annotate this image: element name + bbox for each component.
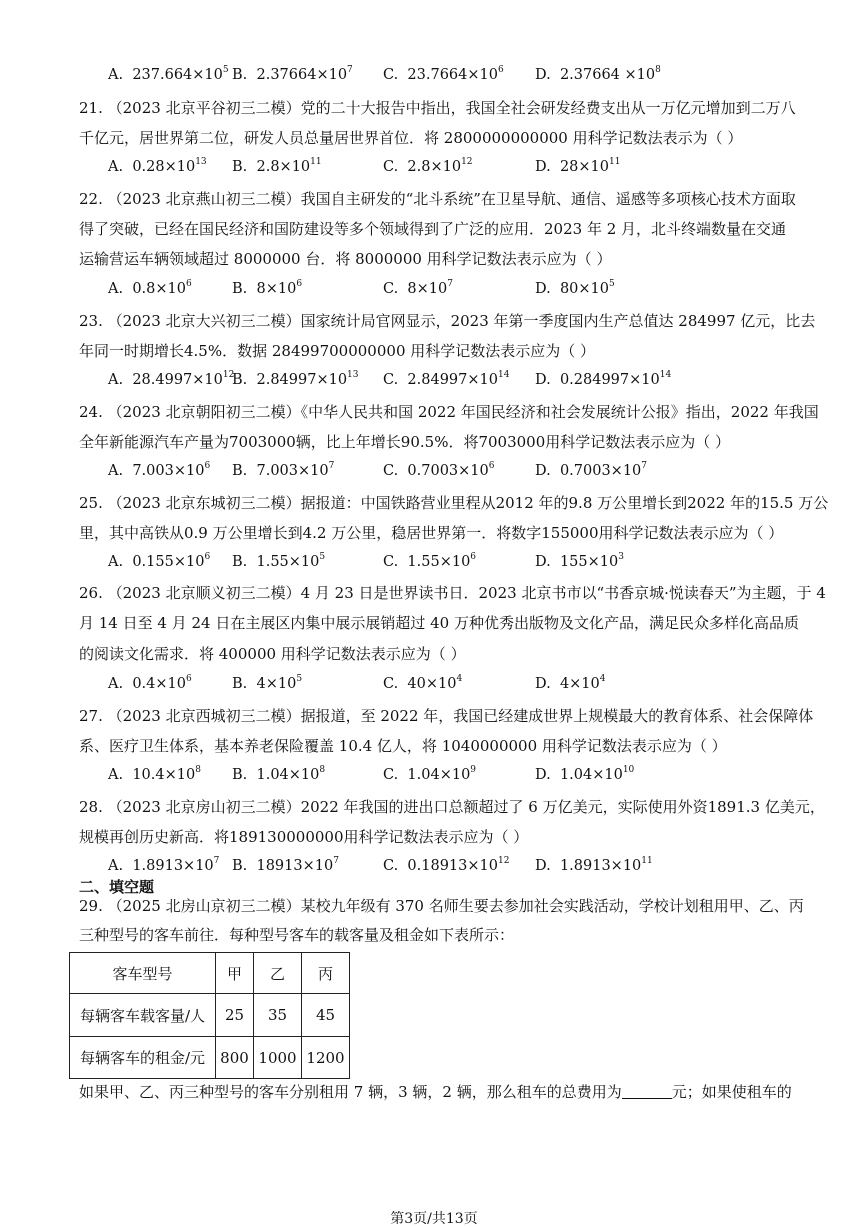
- table-row: [70, 994, 350, 1037]
- table-cell: 每辆客车载客量/人: [70, 994, 216, 1037]
- q29-text-line-2: 三种型号的客车前往．每种型号客车的载客量及租金如下表所示：: [79, 926, 515, 944]
- answer-blank[interactable]: [622, 1084, 672, 1099]
- q21-option-b[interactable]: B. $2.8\times 10^{11}$: [232, 157, 322, 175]
- q22-option-b[interactable]: B. $8\times 10^6$: [232, 279, 303, 297]
- q27-options: [0, 767, 868, 787]
- q22-text-line-1: 22. （2023 北京燕山初三二模）我国自主研发的“北斗系统”在卫星导航、通信、遥感等多项核心技术方面取: [79, 190, 796, 208]
- table-row: [70, 1037, 350, 1079]
- q28-option-a[interactable]: A. $1.8913\times 10^7$: [108, 856, 220, 874]
- q22-option-d[interactable]: D. $80\times 10^5$: [535, 279, 615, 297]
- q27-text-line-1: 27. （2023 北京西城初三二模）据报道，至 2022 年，我国已经建成世界上规模最大的教育体系、社会保障体: [79, 707, 814, 725]
- q27-option-d[interactable]: D. $1.04\times 10^{10}$: [535, 765, 635, 783]
- q23-text-line-1: 23. （2023 北京大兴初三二模）国家统计局官网显示，2023 年第一季度国内生产总值达 284997 亿元，比去: [79, 312, 816, 330]
- table-cell: 35: [254, 994, 302, 1037]
- q26-options: [0, 676, 868, 696]
- q22-option-c[interactable]: C. $8\times 10^7$: [383, 279, 453, 297]
- q28-options: [0, 858, 868, 878]
- q24-text-line-1: 24. （2023 北京朝阳初三二模）《中华人民共和国 2022 年国民经济和社会发展统计公报》指出，2022 年我国: [79, 403, 819, 421]
- table-header-cell: 客车型号: [70, 953, 216, 994]
- table-cell: 800: [216, 1037, 254, 1079]
- bus-fee-table: [69, 952, 350, 1079]
- q28-option-b[interactable]: B. $18913\times 10^7$: [232, 856, 339, 874]
- q20-option-a[interactable]: A. $237.664\times 10^5$: [108, 65, 229, 83]
- table-header-cell: 甲: [216, 953, 254, 994]
- table-cell: 25: [216, 994, 254, 1037]
- q22-text-line-2: 得了突破，已经在国民经济和国防建设等多个领域得到了广泛的应用．2023 年 2 月，北斗终端数量在交通: [79, 220, 787, 238]
- q21-option-c[interactable]: C. $2.8\times 10^{12}$: [383, 157, 473, 175]
- q27-option-c[interactable]: C. $1.04\times 10^9$: [383, 765, 477, 783]
- q21-option-d[interactable]: D. $28\times 10^{11}$: [535, 157, 621, 175]
- q25-option-a[interactable]: A. $0.155\times 10^6$: [108, 552, 211, 570]
- table-cell: 1000: [254, 1037, 302, 1079]
- q24-option-c[interactable]: C. $0.7003\times 10^6$: [383, 461, 495, 479]
- q26-text-line-3: 的阅读文化需求．将 400000 用科学记数法表示应为（ ）: [79, 645, 466, 663]
- table-cell: 45: [302, 994, 350, 1037]
- section-title: 二、填空题: [79, 878, 155, 896]
- q24-text-line-2: 全年新能源汽车产量为7003000辆，比上年增长90.5%．将7003000用科学记数法表示应为（ ）: [79, 433, 731, 451]
- q25-option-d[interactable]: D. $155\times 10^3$: [535, 552, 624, 570]
- table-header-row: [70, 953, 350, 994]
- q23-option-a[interactable]: A. $28.4997\times 10^{12}$: [108, 370, 235, 388]
- q27-option-b[interactable]: B. $1.04\times 10^8$: [232, 765, 326, 783]
- q26-text-line-2: 月 14 日至 4 月 24 日在主展区内集中展示展销超过 40 万种优秀出版物及文化产品，满足民众多样化高品质: [79, 614, 799, 632]
- q22-options: [0, 281, 868, 301]
- table-cell: 1200: [302, 1037, 350, 1079]
- q24-options: [0, 463, 868, 483]
- q28-text-line-1: 28. （2023 北京房山初三二模）2022 年我国的进出口总额超过了 6 万亿美元，实际使用外资1891.3 亿美元，: [79, 798, 825, 816]
- q23-option-d[interactable]: D. $0.284997\times 10^{14}$: [535, 370, 672, 388]
- q23-text-line-2: 年同一时期增长4.5%．数据 28499700000000 用科学记数法表示应为（ ）: [79, 342, 596, 360]
- q24-option-d[interactable]: D. $0.7003\times 10^7$: [535, 461, 648, 479]
- q23-option-b[interactable]: B. $2.84997\times 10^{13}$: [232, 370, 359, 388]
- q24-option-b[interactable]: B. $7.003\times 10^7$: [232, 461, 335, 479]
- q28-option-d[interactable]: D. $1.8913\times 10^{11}$: [535, 856, 653, 874]
- q28-option-c[interactable]: C. $0.18913\times 10^{12}$: [383, 856, 510, 874]
- q29-question-post: 元；如果使租车的: [671, 1083, 792, 1101]
- q26-option-d[interactable]: D. $4\times 10^4$: [535, 674, 606, 692]
- q29-question-pre: 如果甲、乙、丙三种型号的客车分别租用 7 辆，3 辆，2 辆，那么租车的总费用为: [79, 1083, 622, 1101]
- q21-text-line-2: 千亿元，居世界第二位，研发人员总量居世界首位．将 2800000000000 用科学记数法表示为（ ）: [79, 129, 743, 147]
- q20-option-c[interactable]: C. $23.7664\times 10^6$: [383, 65, 504, 83]
- table-cell: 每辆客车的租金/元: [70, 1037, 216, 1079]
- q27-option-a[interactable]: A. $10.4\times 10^8$: [108, 765, 201, 783]
- q21-options: [0, 159, 868, 179]
- q23-options: [0, 372, 868, 392]
- q24-option-a[interactable]: A. $7.003\times 10^6$: [108, 461, 211, 479]
- q21-text-line-1: 21. （2023 北京平谷初三二模）党的二十大报告中指出，我国全社会研发经费支出从一万亿元增加到二万八: [79, 99, 796, 117]
- q26-text-line-1: 26. （2023 北京顺义初三二模）4 月 23 日是世界读书日．2023 北京书市以“书香京城·悦读春天”为主题，于 4: [79, 584, 826, 602]
- q20-options: [0, 67, 868, 87]
- page-footer: 第3页/共13页: [390, 1211, 478, 1227]
- q22-text-line-3: 运输营运车辆领域超过 8000000 台．将 8000000 用科学记数法表示应为（ ）: [79, 250, 612, 268]
- q22-option-a[interactable]: A. $0.8\times 10^6$: [108, 279, 192, 297]
- q29-question-line: [79, 1083, 792, 1101]
- q26-option-c[interactable]: C. $40\times 10^4$: [383, 674, 463, 692]
- q29-text-line-1: 29. （2025 北房山京初三二模）某校九年级有 370 名师生要去参加社会实践活动，学校计划租用甲、乙、丙: [79, 897, 804, 915]
- q20-option-d[interactable]: D. $2.37664 \times 10^8$: [535, 65, 661, 83]
- q25-option-c[interactable]: C. $1.55\times 10^6$: [383, 552, 477, 570]
- q27-text-line-2: 系、医疗卫生体系，基本养老保险覆盖 10.4 亿人，将 1040000000 用科学记数法表示应为（ ）: [79, 737, 727, 755]
- q26-option-b[interactable]: B. $4\times 10^5$: [232, 674, 303, 692]
- q21-option-a[interactable]: A. $0.28\times 10^{13}$: [108, 157, 207, 175]
- table-header-cell: 乙: [254, 953, 302, 994]
- q26-option-a[interactable]: A. $0.4\times 10^6$: [108, 674, 192, 692]
- table-header-cell: 丙: [302, 953, 350, 994]
- q23-option-c[interactable]: C. $2.84997\times 10^{14}$: [383, 370, 510, 388]
- q25-option-b[interactable]: B. $1.55\times 10^5$: [232, 552, 326, 570]
- q20-option-b[interactable]: B. $2.37664\times 10^7$: [232, 65, 353, 83]
- q25-text-line-2: 里，其中高铁从0.9 万公里增长到4.2 万公里，稳居世界第一．将数字155000用科学记数法表示应为（ ）: [79, 524, 784, 542]
- q25-text-line-1: 25. （2023 北京东城初三二模）据报道：中国铁路营业里程从2012 年的9.8 万公里增长到2022 年的15.5 万公: [79, 494, 829, 512]
- q28-text-line-2: 规模再创历史新高．将189130000000用科学记数法表示应为（ ）: [79, 828, 529, 846]
- q25-options: [0, 554, 868, 574]
